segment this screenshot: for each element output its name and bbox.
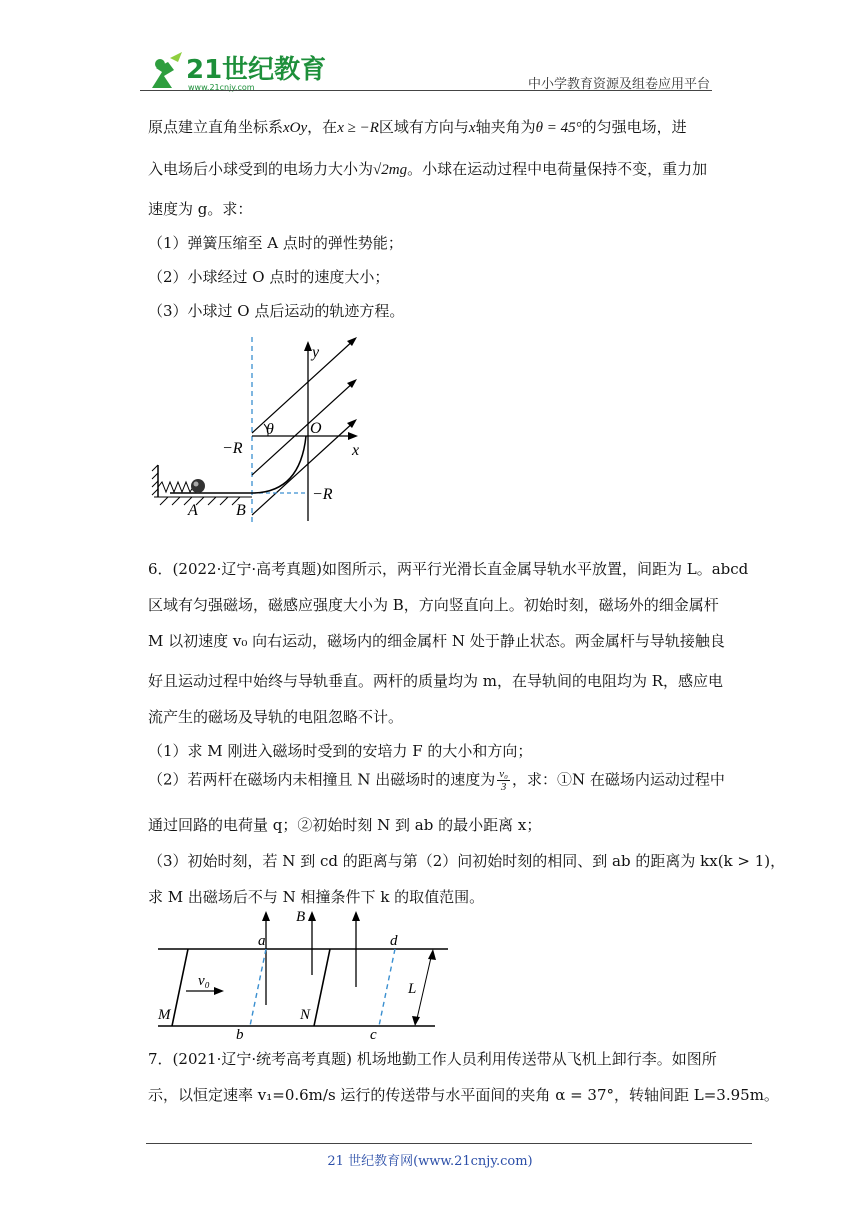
figure-electric-field xyxy=(140,335,380,529)
p6-q2-cont: 通过回路的电荷量 q；②初始时刻 N 到 ab 的最小距离 x； xyxy=(148,816,542,834)
svg-text:A: A xyxy=(188,502,198,519)
svg-text:O: O xyxy=(310,420,322,437)
p6-q3-cont: 求 M 出磁场后不与 N 相撞条件下 k 的取值范围。 xyxy=(148,888,485,906)
svg-text:L: L xyxy=(408,981,417,997)
site-logo xyxy=(142,48,327,94)
header-divider xyxy=(140,90,712,91)
p5-line2: 入电场后小球受到的电场力大小为√2mg。小球在运动过程中电荷量保持不变，重力加 xyxy=(148,160,708,178)
svg-text:b: b xyxy=(236,1027,244,1043)
p6-q2: （2）若两杆在磁场内未相撞且 N 出磁场时的速度为 $\frac{\text{v₀}}{3}$ ，求：①N 在磁场内运动过程中 xyxy=(148,768,725,793)
p6-q1: （1）求 M 刚进入磁场时受到的安培力 F 的大小和方向； xyxy=(148,742,533,760)
p6-q3: （3）初始时刻，若 N 到 cd 的距离与第（2）问初始时刻的相同、到 ab 的距离为 kx(k > 1)， xyxy=(148,852,786,870)
platform-name: 中小学教育资源及组卷应用平台 xyxy=(527,77,710,92)
p6-line4: 好且运动过程中始终与导轨垂直。两杆的质量均为 m，在导轨间的电阻均为 R，感应电 xyxy=(148,672,724,690)
footer-divider xyxy=(146,1143,752,1144)
svg-text:−R: −R xyxy=(312,486,333,503)
p5-line1: 原点建立直角坐标系xOy，在x ≥ −R区域有方向与x轴夹角为θ = 45°的匀强电场，进 xyxy=(148,118,687,136)
p6-line1: 6．(2022·辽宁·高考真题)如图所示，两平行光滑长直金属导轨水平放置，间距为 L。abcd xyxy=(148,560,749,578)
svg-text:N: N xyxy=(300,1007,311,1023)
svg-text:a: a xyxy=(258,933,266,949)
p7-line1: 7．(2021·辽宁·统考高考真题) 机场地勤工作人员利用传送带从飞机上卸行李。如图所 xyxy=(148,1050,717,1068)
figure-rails xyxy=(150,905,460,1044)
svg-text:c: c xyxy=(370,1027,377,1043)
p5-q3: （3）小球过 O 点后运动的轨迹方程。 xyxy=(148,302,405,320)
svg-text:B: B xyxy=(236,502,246,519)
p7-line2: 示，以恒定速率 v₁=0.6m/s 运行的传送带与水平面间的夹角 α = 37°，转轴间距 L=3.95m。 xyxy=(148,1086,779,1104)
svg-text:y: y xyxy=(312,344,320,361)
svg-text:θ: θ xyxy=(266,421,274,438)
p6-line3: M 以初速度 v₀ 向右运动，磁场内的细金属杆 N 处于静止状态。两金属杆与导轨接触良 xyxy=(148,632,725,650)
logo-text: 21世纪教育 xyxy=(186,55,327,85)
logo-url: www.21cnjy.com xyxy=(188,83,255,92)
svg-text:M: M xyxy=(158,1007,171,1023)
svg-text:x: x xyxy=(352,442,360,459)
svg-text:d: d xyxy=(390,933,398,949)
svg-text:−R: −R xyxy=(222,440,243,457)
p6-line5: 流产生的磁场及导轨的电阻忽略不计。 xyxy=(148,708,404,726)
footer-link[interactable]: 21 世纪教育网(www.21cnjy.com) xyxy=(327,1154,533,1169)
p5-line3: 速度为 g。求： xyxy=(148,200,253,218)
p5-q1: （1）弹簧压缩至 A 点时的弹性势能； xyxy=(148,234,403,252)
p6-line2: 区域有匀强磁场，磁感应强度大小为 B，方向竖直向上。初始时刻，磁场外的细金属杆 xyxy=(148,596,719,614)
p5-q2: （2）小球经过 O 点时的速度大小； xyxy=(148,268,390,286)
svg-text:v₀: v₀ xyxy=(198,973,210,989)
svg-text:B: B xyxy=(296,909,306,925)
